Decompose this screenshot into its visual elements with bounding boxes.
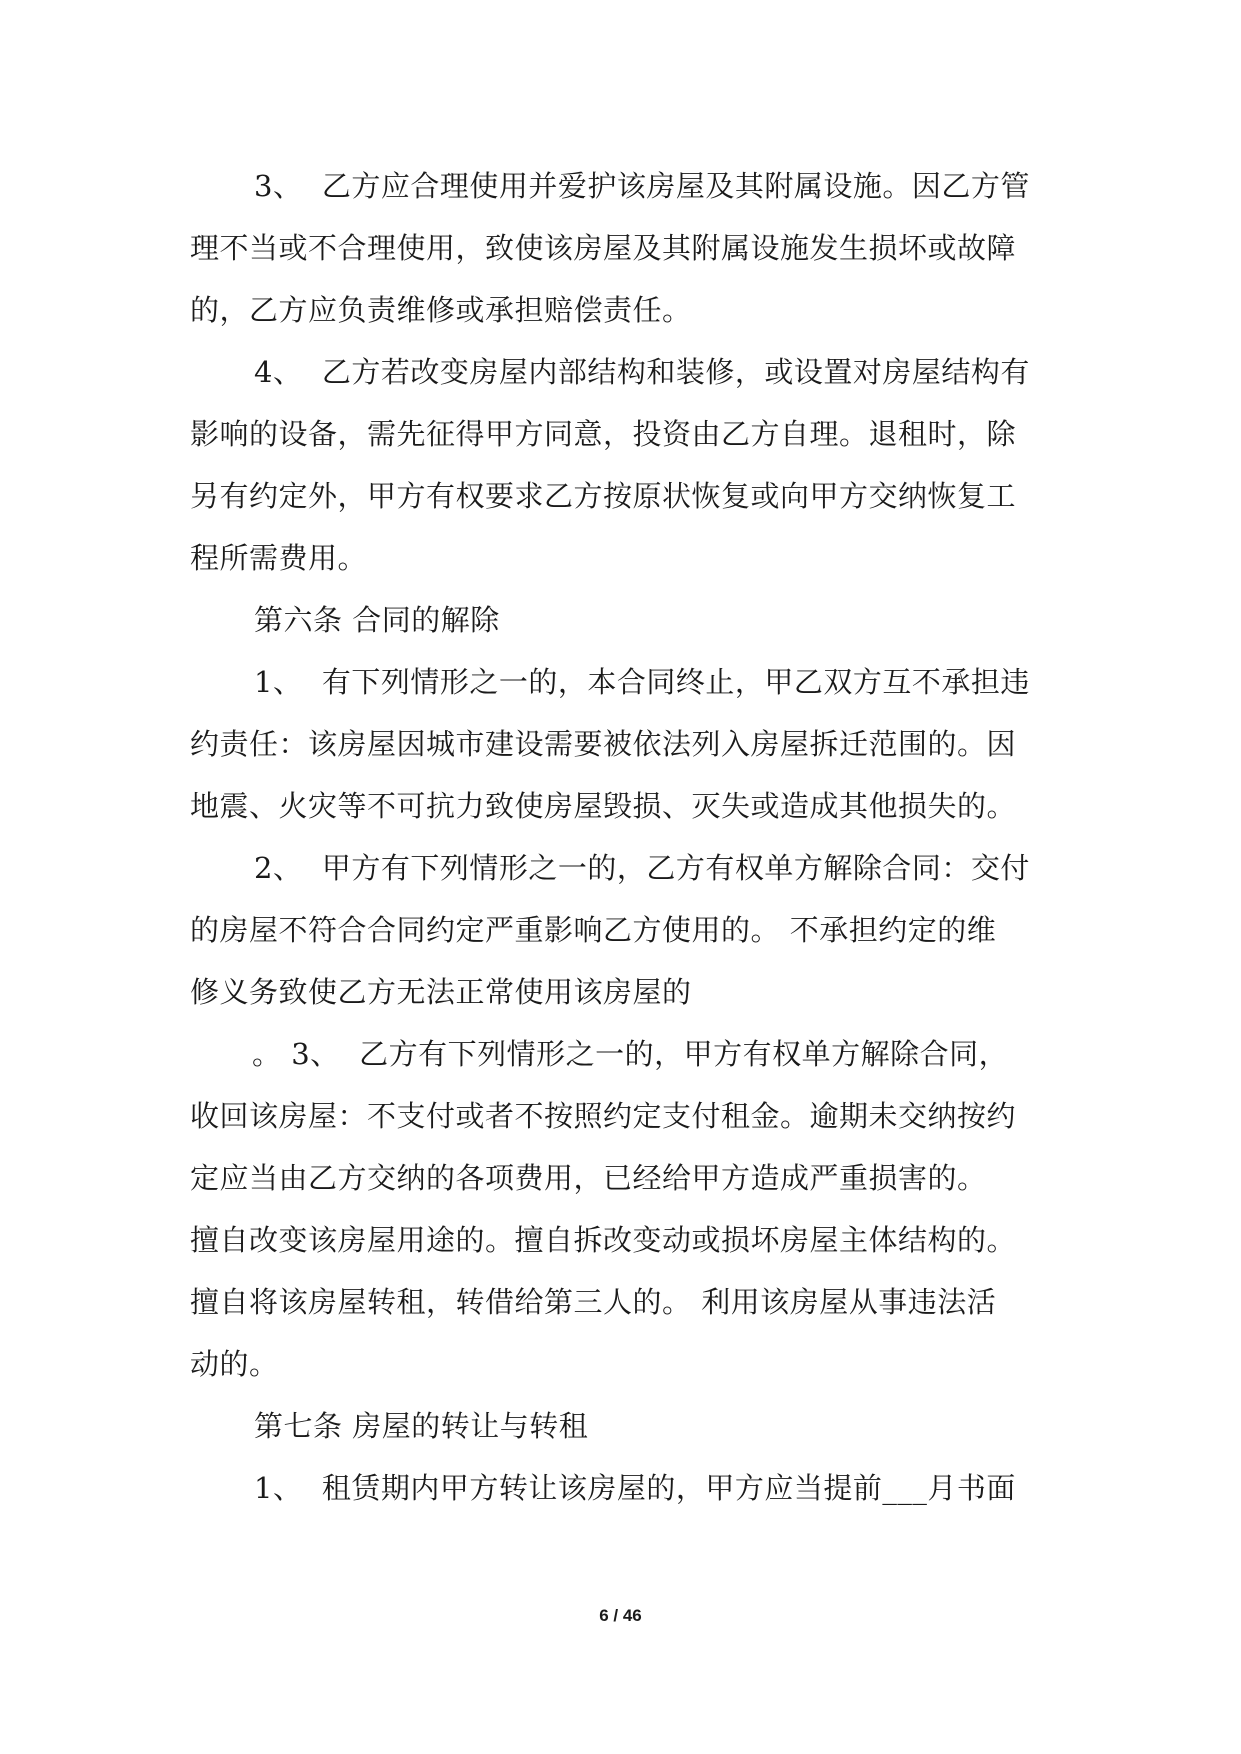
text-line: 擅自将该房屋转租，转借给第三人的。 利用该房屋从事违法活 xyxy=(190,1285,997,1319)
text-line: 动的。 xyxy=(190,1347,279,1381)
section-heading: 第六条 合同的解除 xyxy=(254,603,500,637)
text-line: 程所需费用。 xyxy=(190,541,368,575)
text-line: 的房屋不符合合同约定严重影响乙方使用的。 不承担约定的维 xyxy=(190,913,997,947)
text-line: 另有约定外，甲方有权要求乙方按原状恢复或向甲方交纳恢复工 xyxy=(190,479,1017,513)
text-line: 1、 有下列情形之一的，本合同终止，甲乙双方互不承担违 xyxy=(254,665,1030,699)
page-number: 6 / 46 xyxy=(599,1606,642,1625)
text-line: 理不当或不合理使用，致使该房屋及其附属设施发生损坏或故障 xyxy=(190,231,1017,265)
text-line: 3、 乙方应合理使用并爱护该房屋及其附属设施。因乙方管 xyxy=(254,169,1030,203)
text-line: 擅自改变该房屋用途的。擅自拆改变动或损坏房屋主体结构的。 xyxy=(190,1223,1017,1257)
section-heading: 第七条 房屋的转让与转租 xyxy=(254,1409,589,1443)
text-line: 2、 甲方有下列情形之一的，乙方有权单方解除合同：交付 xyxy=(254,851,1030,885)
text-line: 。 3、 乙方有下列情形之一的，甲方有权单方解除合同， xyxy=(252,1037,1009,1071)
document-body xyxy=(190,155,1062,1519)
text-line: 4、 乙方若改变房屋内部结构和装修，或设置对房屋结构有 xyxy=(254,355,1030,389)
text-line: 约责任：该房屋因城市建设需要被依法列入房屋拆迁范围的。因 xyxy=(190,727,1017,761)
text-line: 地震、火灾等不可抗力致使房屋毁损、灭失或造成其他损失的。 xyxy=(190,789,1017,823)
text-line: 修义务致使乙方无法正常使用该房屋的 xyxy=(190,975,692,1009)
text-line: 定应当由乙方交纳的各项费用，已经给甲方造成严重损害的。 xyxy=(190,1161,987,1195)
text-line: 影响的设备，需先征得甲方同意，投资由乙方自理。退租时，除 xyxy=(190,417,1017,451)
text-line: 的，乙方应负责维修或承担赔偿责任。 xyxy=(190,293,692,327)
text-line: 收回该房屋：不支付或者不按照约定支付租金。逾期未交纳按约 xyxy=(190,1099,1017,1133)
text-line: 1、 租赁期内甲方转让该房屋的，甲方应当提前___月书面 xyxy=(254,1471,1016,1505)
